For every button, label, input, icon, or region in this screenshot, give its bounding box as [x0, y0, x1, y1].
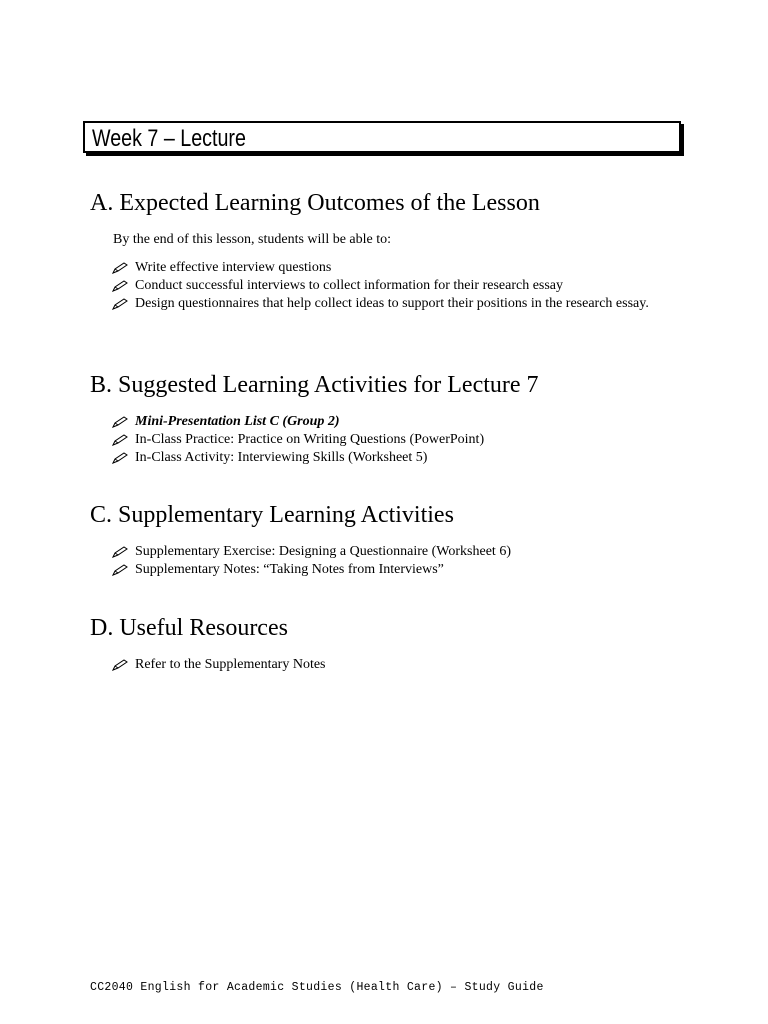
bullet-list [90, 413, 690, 467]
pencil-icon [112, 564, 128, 576]
list-item [90, 295, 690, 313]
pencil-icon [112, 262, 128, 274]
list-item-text: In-Class Activity: Interviewing Skills (Worksheet 5) [135, 450, 428, 465]
bullet-list [90, 543, 690, 579]
list-item [90, 449, 690, 467]
list-item-text: Write effective interview questions [135, 260, 332, 275]
list-item-text: Design questionnaires that help collect ideas to support their positions in the research essay. [135, 296, 649, 311]
section-learning-outcomes [90, 189, 690, 313]
list-item [90, 277, 690, 295]
section-supplementary-activities [90, 501, 690, 579]
bullet-list [90, 259, 690, 313]
list-item [90, 413, 690, 431]
section-heading: B. Suggested Learning Activities for Lecture 7 [90, 372, 539, 398]
pencil-icon [112, 298, 128, 310]
pencil-icon [112, 546, 128, 558]
list-item-text: In-Class Practice: Practice on Writing Questions (PowerPoint) [135, 432, 485, 447]
list-item-text: Supplementary Notes: “Taking Notes from Interviews” [135, 562, 444, 577]
section-heading: C. Supplementary Learning Activities [90, 502, 454, 528]
list-item [90, 656, 690, 674]
section-useful-resources [90, 614, 690, 674]
pencil-icon [112, 280, 128, 292]
page-footer: CC2040 English for Academic Studies (Health Care) – Study Guide [90, 981, 544, 994]
list-item-text: Supplementary Exercise: Designing a Questionnaire (Worksheet 6) [135, 544, 511, 559]
section-intro: By the end of this lesson, students will be able to: [113, 232, 392, 247]
pencil-icon [112, 416, 128, 428]
list-item [90, 431, 690, 449]
list-item-text: Refer to the Supplementary Notes [135, 657, 326, 672]
list-item-text: Conduct successful interviews to collect information for their research essay [135, 278, 564, 293]
list-item [90, 259, 690, 277]
pencil-icon [112, 452, 128, 464]
page-title: Week 7 – Lecture [92, 125, 246, 152]
list-item-text: Mini-Presentation List C (Group 2) [135, 414, 340, 429]
section-suggested-activities [90, 371, 690, 467]
bullet-list [90, 656, 690, 674]
list-item [90, 561, 690, 579]
pencil-icon [112, 434, 128, 446]
pencil-icon [112, 659, 128, 671]
list-item [90, 543, 690, 561]
section-heading: A. Expected Learning Outcomes of the Lesson [90, 190, 540, 216]
page-title-box [83, 121, 681, 153]
section-heading: D. Useful Resources [90, 615, 288, 641]
